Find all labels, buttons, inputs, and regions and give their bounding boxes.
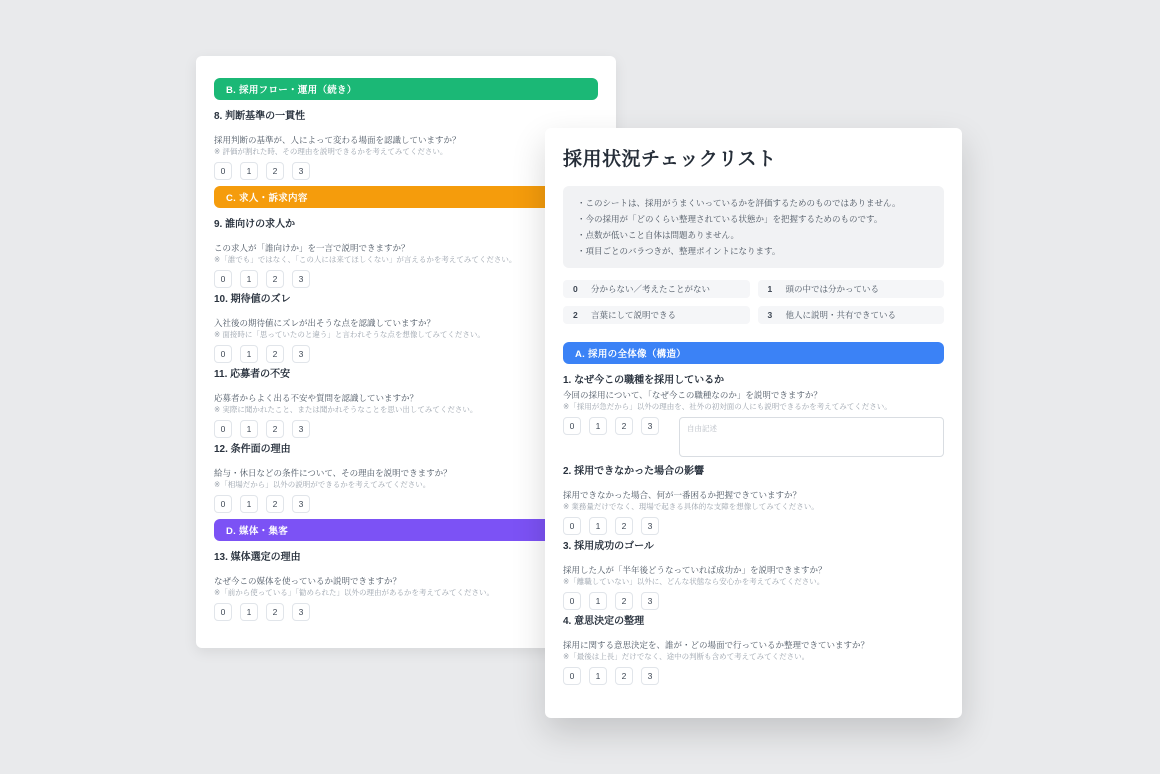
question-4: [563, 616, 944, 685]
rating-scale: [214, 495, 598, 513]
legend-item-3: [758, 306, 945, 324]
legend-label: 他人に説明・共有できている: [785, 310, 897, 320]
rating-button-0[interactable]: 0: [214, 420, 232, 438]
question-note: ※ 業務量だけでなく、現場で起きる具体的な支障を想像してみてください。: [563, 502, 819, 511]
rating-button-1[interactable]: 1: [589, 592, 607, 610]
legend-item-0: [563, 280, 750, 298]
rating-button-1[interactable]: 1: [240, 345, 258, 363]
intro-line: ・項目ごとのバラつきが、整理ポイントになります。: [577, 246, 781, 256]
rating-scale: [563, 592, 944, 610]
question-text: この求人が「誰向けか」を一言で説明できますか？: [214, 243, 410, 253]
question-title: 11. 応募者の不安: [214, 369, 291, 380]
question-note: ※ 面接時に「思っていたのと違う」と言われそうな点を想像してみてください。: [214, 330, 485, 339]
question-note: ※「採用が急だから」以外の理由を、社外の初対面の人にも説明できるかを考えてみてください。: [563, 402, 892, 411]
rating-scale: [563, 667, 944, 685]
rating-button-1[interactable]: 1: [240, 420, 258, 438]
question-1: [563, 375, 944, 457]
question-title: 10. 期待値のズレ: [214, 294, 291, 305]
rating-button-1[interactable]: 1: [240, 603, 258, 621]
rating-button-3[interactable]: 3: [641, 592, 659, 610]
section-header-d: D. 媒体・集客: [214, 519, 598, 541]
rating-button-3[interactable]: 3: [292, 345, 310, 363]
rating-button-2[interactable]: 2: [615, 667, 633, 685]
legend-item-1: [758, 280, 945, 298]
question-text: 採用判断の基準が、人によって変わる場面を認識していますか？: [214, 135, 461, 145]
rating-button-3[interactable]: 3: [292, 420, 310, 438]
question-8: [214, 111, 598, 180]
rating-button-1[interactable]: 1: [240, 162, 258, 180]
rating-button-2[interactable]: 2: [615, 517, 633, 535]
intro-note: [563, 186, 944, 268]
question-10: [214, 294, 598, 363]
question-title: 1. なぜ今この職種を採用しているか: [563, 375, 725, 386]
legend-value: 3: [767, 310, 773, 320]
rating-button-1[interactable]: 1: [240, 495, 258, 513]
rating-scale: [214, 345, 598, 363]
question-text: 応募者からよく出る不安や質問を認識していますか？: [214, 393, 419, 403]
section-header-c: C. 求人・訴求内容: [214, 186, 598, 208]
question-title: 2. 採用できなかった場合の影響: [563, 466, 705, 477]
rating-button-0[interactable]: 0: [563, 517, 581, 535]
section-header-b: B. 採用フロー・運用（続き）: [214, 78, 598, 100]
rating-button-1[interactable]: 1: [589, 667, 607, 685]
score-legend: [563, 280, 944, 324]
question-note: ※「最後は上長」だけでなく、途中の判断も含めて考えてみてください。: [563, 652, 810, 661]
rating-button-0[interactable]: 0: [214, 495, 232, 513]
question-note: ※「離職していない」以外に、どんな状態なら安心かを考えてみてください。: [563, 577, 825, 586]
rating-button-1[interactable]: 1: [589, 417, 607, 435]
question-text: 採用できなかった場合、何が一番困るか把握できていますか？: [563, 490, 802, 500]
rating-button-2[interactable]: 2: [266, 162, 284, 180]
legend-value: 1: [767, 284, 773, 294]
legend-value: 2: [573, 310, 578, 320]
question-2: [563, 466, 944, 535]
rating-button-2[interactable]: 2: [266, 270, 284, 288]
question-text: 給与・休日などの条件について、その理由を説明できますか？: [214, 468, 452, 478]
question-text: 入社後の期待値にズレが出そうな点を認識していますか？: [214, 318, 436, 328]
rating-button-0[interactable]: 0: [563, 592, 581, 610]
rating-button-0[interactable]: 0: [563, 417, 581, 435]
question-11: [214, 369, 598, 438]
rating-button-2[interactable]: 2: [266, 495, 284, 513]
question-title: 8. 判断基準の一貫性: [214, 111, 306, 122]
rating-button-3[interactable]: 3: [292, 162, 310, 180]
question-title: 3. 採用成功のゴール: [563, 541, 654, 552]
question-title: 13. 媒体選定の理由: [214, 552, 301, 563]
question-title: 4. 意思決定の整理: [563, 616, 645, 627]
rating-scale: [563, 417, 944, 457]
legend-label: 分からない／考えたことがない: [591, 284, 711, 294]
question-note: ※ 評価が割れた時、その理由を説明できるかを考えてみてください。: [214, 147, 448, 156]
intro-line: ・このシートは、採用がうまくいっているかを評価するためのものではありません。: [577, 198, 901, 208]
question-note: ※「前から使っている」「勧められた」以外の理由があるかを考えてみてください。: [214, 588, 495, 597]
question-text: なぜ今この媒体を使っているか説明できますか？: [214, 576, 402, 586]
rating-scale: [214, 420, 598, 438]
page-title: 採用状況チェックリスト: [563, 149, 777, 170]
question-title: 12. 条件面の理由: [214, 444, 291, 455]
rating-button-3[interactable]: 3: [292, 270, 310, 288]
rating-button-2[interactable]: 2: [266, 345, 284, 363]
rating-button-0[interactable]: 0: [214, 603, 232, 621]
rating-button-0[interactable]: 0: [214, 162, 232, 180]
question-13: [214, 552, 598, 621]
rating-button-1[interactable]: 1: [240, 270, 258, 288]
rating-button-3[interactable]: 3: [292, 603, 310, 621]
legend-item-2: [563, 306, 750, 324]
legend-label: 言葉にして説明できる: [591, 310, 677, 320]
legend-label: 頭の中では分かっている: [785, 284, 880, 294]
question-note: ※「相場だから」以外の説明ができるかを考えてみてください。: [214, 480, 431, 489]
memo-textarea[interactable]: [679, 417, 944, 457]
rating-button-1[interactable]: 1: [589, 517, 607, 535]
rating-button-3[interactable]: 3: [641, 667, 659, 685]
rating-scale: [214, 270, 598, 288]
legend-value: 0: [573, 284, 578, 294]
rating-button-0[interactable]: 0: [214, 270, 232, 288]
question-note: ※「誰でも」ではなく、「この人には来てほしくない」が言えるかを考えてみてください。: [214, 255, 517, 264]
section-header-a: A. 採用の全体像（構造）: [563, 342, 944, 364]
question-12: [214, 444, 598, 513]
rating-button-0[interactable]: 0: [563, 667, 581, 685]
rating-scale: [563, 517, 944, 535]
checklist-page-front: [545, 128, 962, 718]
rating-button-3[interactable]: 3: [641, 517, 659, 535]
question-text: 今回の採用について、「なぜ今この職種なのか」を説明できますか？: [563, 390, 822, 400]
question-title: 9. 誰向けの求人か: [214, 219, 296, 230]
question-9: [214, 219, 598, 288]
rating-button-3[interactable]: 3: [641, 417, 659, 435]
intro-line: ・今の採用が「どのくらい整理されている状態か」を把握するためのものです。: [577, 214, 883, 224]
rating-button-2[interactable]: 2: [615, 417, 633, 435]
rating-button-2[interactable]: 2: [266, 420, 284, 438]
rating-scale: [214, 603, 598, 621]
rating-button-0[interactable]: 0: [214, 345, 232, 363]
rating-scale: [214, 162, 598, 180]
question-3: [563, 541, 944, 610]
question-text: 採用に関する意思決定を、誰が・どの場面で行っているか整理できていますか？: [563, 640, 870, 650]
question-note: ※ 実際に聞かれたこと、または聞かれそうなことを思い出してみてください。: [214, 405, 478, 414]
rating-button-2[interactable]: 2: [615, 592, 633, 610]
rating-button-2[interactable]: 2: [266, 603, 284, 621]
rating-button-3[interactable]: 3: [292, 495, 310, 513]
intro-line: ・点数が低いこと自体は問題ありません。: [577, 230, 740, 240]
question-text: 採用した人が「半年後どうなっていれば成功か」を説明できますか？: [563, 565, 827, 575]
